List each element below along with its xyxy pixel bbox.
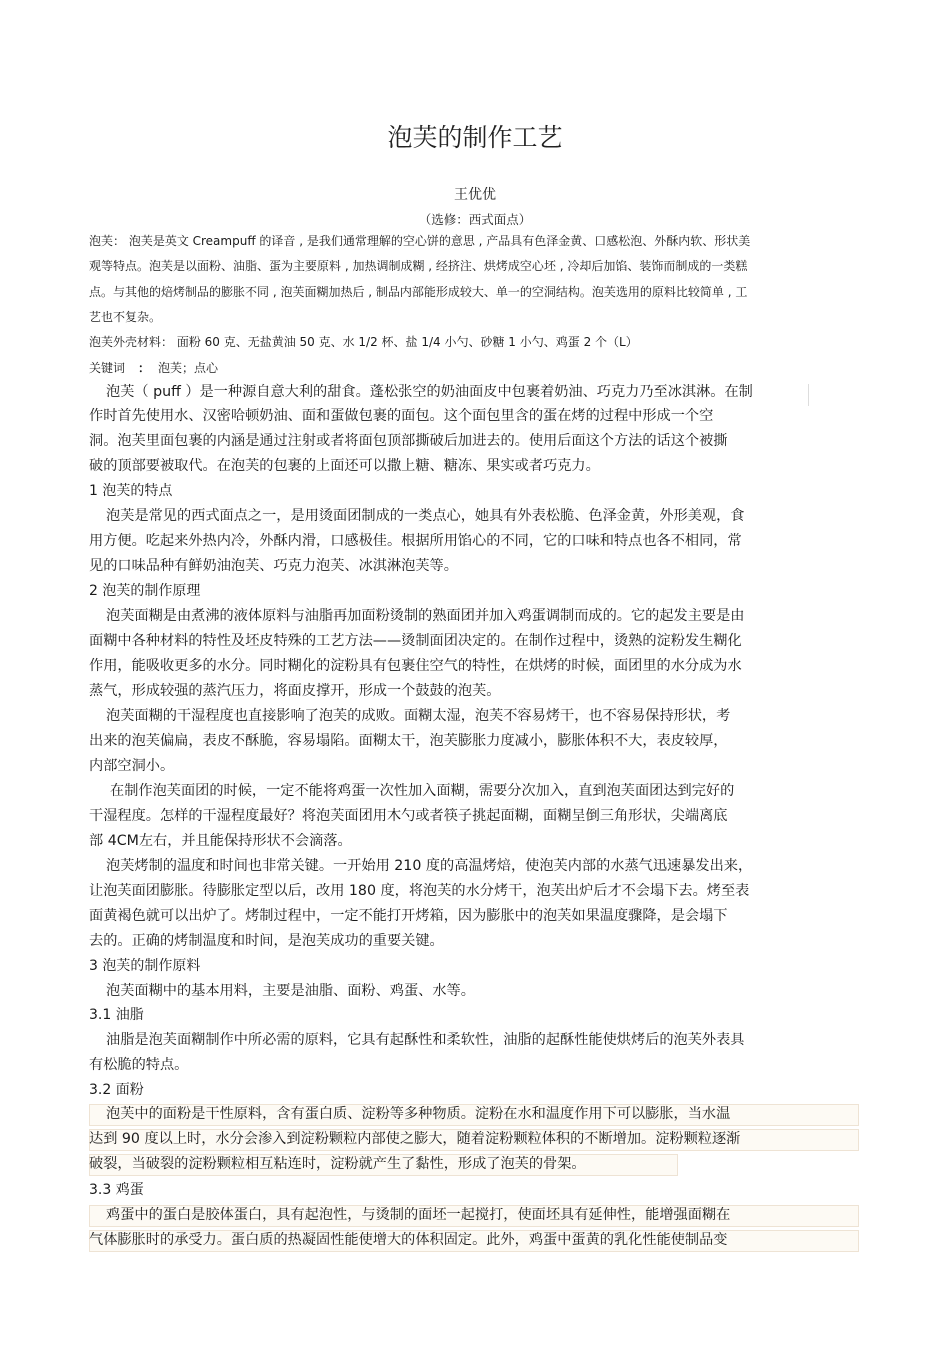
section-3-2-line: 破裂，当破裂的淀粉颗粒相互粘连时，淀粉就产生了黏性，形成了泡芙的骨架。 (89, 1156, 586, 1172)
section-3-line: 泡芙面糊中的基本用料，主要是油脂、面粉、鸡蛋、水等。 (106, 983, 475, 999)
intro-line: 洞。泡芙里面包裹的内涵是通过注射或者将面包顶部撕破后加进去的。使用后面这个方法的话这个被撕 (89, 433, 728, 449)
section-2-line: 在制作泡芙面团的时候，一定不能将鸡蛋一次性加入面糊，需要分次加入，直到泡芙面团达到完好的 (110, 783, 735, 799)
section-1-heading: 1 泡芙的特点 (89, 483, 173, 499)
section-3-3-line: 鸡蛋中的蛋白是胶体蛋白，具有起泡性，与烫制的面坯一起搅打，使面坯具有延伸性，能增强面糊在 (106, 1207, 731, 1223)
section-3-1-heading: 3.1 油脂 (89, 1007, 144, 1023)
abstract-line: 观等特点。泡芙是以面粉、油脂、蛋为主要原料 , 加热调制成糊 , 经挤注、烘烤成空心坯 , 冷却后加馅、装饰而制成的一类糕 (89, 259, 748, 273)
section-2-line: 蒸气，形成较强的蒸汽压力，将面皮撑开，形成一个鼓鼓的泡芙。 (89, 683, 501, 699)
abstract-line: 泡芙： 泡芙是英文 Creampuff 的译音 , 是我们通常理解的空心饼的意思 , 产品具有色泽金黄、口感松泡、外酥内软、形状美 (89, 234, 751, 248)
intro-line: 泡芙（ puff ）是一种源自意大利的甜食。蓬松张空的奶油面皮中包裹着奶油、巧克力乃至冰淇淋。在制 (106, 384, 753, 400)
keywords-colon: ： (138, 361, 151, 375)
section-2-line: 泡芙面糊是由煮沸的液体原料与油脂再加面粉烫制的熟面团并加入鸡蛋调制而成的。它的起发主要是由 (106, 608, 745, 624)
section-2-heading: 2 泡芙的制作原理 (89, 583, 201, 599)
section-3-2-line: 达到 90 度以上时，水分会渗入到淀粉颗粒内部使之膨大，随着淀粉颗粒体积的不断增加。淀粉颗粒逐渐 (89, 1131, 741, 1147)
section-2-line: 干湿程度。怎样的干湿程度最好？将泡芙面团用木勺或者筷子挑起面糊，面糊呈倒三角形状，尖端离底 (89, 808, 728, 824)
abstract-line: 点。与其他的焙烤制品的膨胀不同 , 泡芙面糊加热后 , 制品内部能形成较大、单一的空洞结构。泡芙选用的原料比较简单 , 工 (89, 285, 748, 299)
section-3-heading: 3 泡芙的制作原料 (89, 958, 201, 974)
margin-bar (808, 384, 809, 406)
keywords: 泡芙；点心 (158, 361, 219, 375)
intro-line: 破的顶部要被取代。在泡芙的包裹的上面还可以撒上糖、糖冻、果实或者巧克力。 (89, 458, 600, 474)
section-3-1-line: 有松脆的特点。 (89, 1057, 189, 1073)
section-2-line: 去的。正确的烤制温度和时间，是泡芙成功的重要关键。 (89, 933, 444, 949)
section-3-2-heading: 3.2 面粉 (89, 1082, 144, 1098)
section-3-3-heading: 3.3 鸡蛋 (89, 1182, 144, 1198)
section-2-line: 部 4CM左右，并且能保持形状不会滴落。 (89, 833, 352, 849)
section-1-line: 见的口味品种有鲜奶油泡芙、巧克力泡芙、冰淇淋泡芙等。 (89, 558, 458, 574)
section-2-line: 内部空洞小。 (89, 758, 175, 774)
section-1-line: 用方便。吃起来外热内冷，外酥内滑，口感极佳。根据所用馅心的不同，它的口味和特点也各不相同，常 (89, 533, 742, 549)
section-2-line: 面糊中各种材料的特性及坯皮特殊的工艺方法——烫制面团决定的。在制作过程中，烫熟的淀粉发生糊化 (89, 633, 742, 649)
page-title: 泡芙的制作工艺 (387, 123, 563, 152)
author-name: 王优优 (454, 187, 496, 203)
section-2-line: 泡芙烤制的温度和时间也非常关键。一开始用 210 度的高温烤焙，使泡芙内部的水蒸气迅速暴发出来， (106, 858, 753, 874)
keywords-label: 关键词 (89, 361, 126, 375)
section-2-line: 泡芙面糊的干湿程度也直接影响了泡芙的成败。面糊太湿，泡芙不容易烤干，也不容易保持形状，考 (106, 708, 731, 724)
section-3-1-line: 油脂是泡芙面糊制作中所必需的原料，它具有起酥性和柔软性，油脂的起酥性能使烘烤后的泡芙外表具 (106, 1032, 745, 1048)
section-3-3-line: 气体膨胀时的承受力。蛋白质的热凝固性能使增大的体积固定。此外，鸡蛋中蛋黄的乳化性能使制品变 (89, 1232, 728, 1248)
course-note: （选修：西式面点） (418, 212, 532, 227)
section-2-line: 出来的泡芙偏扁，表皮不酥脆，容易塌陷。面糊太干，泡芙膨胀力度减小，膨胀体积不大，表皮较厚， (89, 733, 728, 749)
abstract-line: 艺也不复杂。 (89, 310, 162, 324)
intro-line: 作时首先使用水、汉密哈顿奶油、面和蛋做包裹的面包。这个面包里含的蛋在烤的过程中形成一个空 (89, 408, 714, 424)
section-2-line: 面黄褐色就可以出炉了。烤制过程中，一定不能打开烤箱，因为膨胀中的泡芙如果温度骤降，是会塌下 (89, 908, 728, 924)
section-2-line: 让泡芙面团膨胀。待膨胀定型以后，改用 180 度，将泡芙的水分烤干，泡芙出炉后才不会塌下去。烤至表 (89, 883, 750, 899)
section-3-2-line: 泡芙中的面粉是干性原料，含有蛋白质、淀粉等多种物质。淀粉在水和温度作用下可以膨胀，当水温 (106, 1106, 731, 1122)
ingredients-line: 泡芙外壳材料： 面粉 60 克、无盐黄油 50 克、水 1/2 杯、盐 1/4 小勺、砂糖 1 小勺、鸡蛋 2 个（L） (89, 335, 638, 349)
section-2-line: 作用，能吸收更多的水分。同时糊化的淀粉具有包裹住空气的特性，在烘烤的时候，面团里的水分成为水 (89, 658, 742, 674)
section-1-line: 泡芙是常见的西式面点之一，是用烫面团制成的一类点心，她具有外表松脆、色泽金黄，外形美观，食 (106, 508, 745, 524)
